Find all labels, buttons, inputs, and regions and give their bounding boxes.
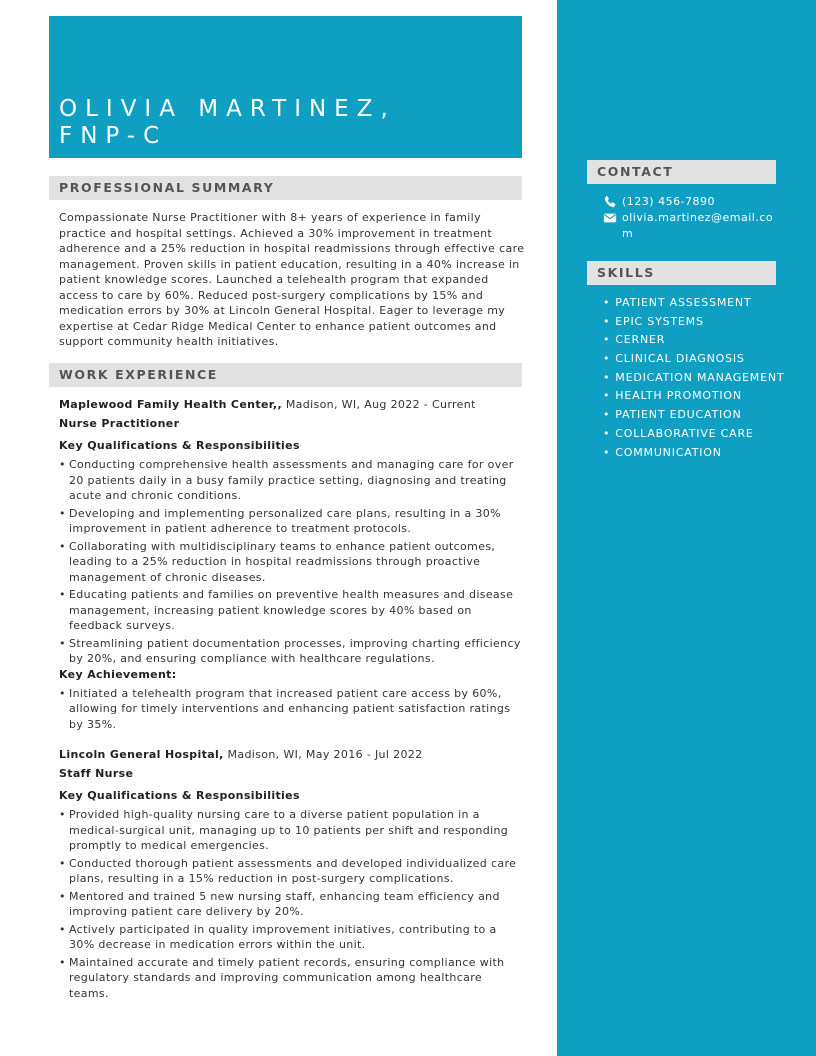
contact-phone[interactable]: (123) 456-7890	[603, 194, 779, 210]
responsibilities-list	[59, 457, 525, 667]
achievements-list	[59, 686, 525, 733]
job-header	[59, 395, 525, 414]
job-header	[59, 745, 525, 764]
list-item: • Actively participated in quality improvement initiatives, contributing to a 30% decrease in medication errors within the unit.	[59, 922, 525, 953]
section-header-summary: PROFESSIONAL SUMMARY	[49, 176, 522, 200]
job-details: Madison, WI, May 2016 - Jul 2022	[223, 748, 423, 761]
list-item: • Provided high-quality nursing care to a diverse patient population in a medical-surgical unit, managing up to 10 patients per shift and responding promptly to medical emergencies.	[59, 807, 525, 854]
list-item: • Maintained accurate and timely patient records, ensuring compliance with regulatory standards and improving communication among healthcare teams.	[59, 955, 525, 1002]
summary-text: Compassionate Nurse Practitioner with 8+ years of experience in family practice and hospital settings. Achieved a 30% improvement in treatment adherence and a 25% reduction in hospital readmissions through effective care management. Proven skills in patient education, resulting in a 40% increase in patient knowledge scores. Launched a telehealth program that expanded access to care by 60%. Reduced post-surgery complications by 15% and medication errors by 30% at Lincoln General Hospital. Eager to leverage my expertise at Cedar Ridge Medical Center to enhance patient outcomes and support community health initiatives.	[59, 211, 525, 348]
list-item: • Mentored and trained 5 new nursing staff, enhancing team efficiency and improving patient care delivery by 20%.	[59, 889, 525, 920]
contact-email[interactable]: olivia.martinez@email.com	[603, 210, 779, 241]
skill-item: • CLINICAL DIAGNOSIS	[603, 350, 803, 369]
job-entry	[59, 395, 525, 734]
sidebar-background	[557, 0, 816, 1056]
section-header-skills: SKILLS	[587, 261, 776, 285]
skill-item: • CERNER	[603, 331, 803, 350]
skill-item: • COMMUNICATION	[603, 444, 803, 463]
skill-item: • PATIENT EDUCATION	[603, 406, 803, 425]
job-title: Nurse Practitioner	[59, 417, 180, 430]
list-item: • Collaborating with multidisciplinary teams to enhance patient outcomes, leading to a 25% reduction in hospital readmissions through proactive management of chronic diseases.	[59, 539, 525, 586]
job-details: Madison, WI, Aug 2022 - Current	[281, 398, 476, 411]
section-header-contact: CONTACT	[587, 160, 776, 184]
responsibilities-heading: Key Qualifications & Responsibilities	[59, 789, 300, 802]
employer-name: Lincoln General Hospital,	[59, 748, 224, 761]
skill-item: • EPIC SYSTEMS	[603, 313, 803, 332]
skill-item: • COLLABORATIVE CARE	[603, 425, 803, 444]
list-item: • Developing and implementing personalized care plans, resulting in a 30% improvement in patient adherence to treatment protocols.	[59, 506, 525, 537]
name-banner	[49, 16, 522, 158]
candidate-name: OLIVIA MARTINEZ, FNP-C	[59, 96, 396, 149]
job-entry	[59, 745, 525, 1003]
employer-name: Maplewood Family Health Center,,	[59, 398, 282, 411]
list-item: • Initiated a telehealth program that increased patient care access by 60%, allowing for timely interventions and enhancing patient satisfaction ratings by 35%.	[59, 686, 525, 733]
envelope-icon	[603, 211, 617, 225]
list-item: • Educating patients and families on preventive health measures and disease management, increasing patient knowledge scores by 40% based on feedback surveys.	[59, 587, 525, 634]
skills-list	[603, 294, 803, 462]
responsibilities-list	[59, 807, 525, 1001]
phone-icon	[603, 195, 617, 209]
responsibilities-heading: Key Qualifications & Responsibilities	[59, 439, 300, 452]
section-header-experience: WORK EXPERIENCE	[49, 363, 522, 387]
skill-item: • PATIENT ASSESSMENT	[603, 294, 803, 313]
list-item: • Conducted thorough patient assessments and developed individualized care plans, resulting in a 15% reduction in post-surgery complications.	[59, 856, 525, 887]
achievement-heading: Key Achievement:	[59, 667, 177, 681]
skill-item: • HEALTH PROMOTION	[603, 387, 803, 406]
job-title: Staff Nurse	[59, 767, 134, 780]
list-item: • Conducting comprehensive health assessments and managing care for over 20 patients daily in a busy family practice setting, diagnosing and treating acute and chronic conditions.	[59, 457, 525, 504]
skill-item: • MEDICATION MANAGEMENT	[603, 369, 803, 388]
list-item: • Streamlining patient documentation processes, improving charting efficiency by 20%, and ensuring compliance with healthcare regulations.	[59, 636, 525, 667]
